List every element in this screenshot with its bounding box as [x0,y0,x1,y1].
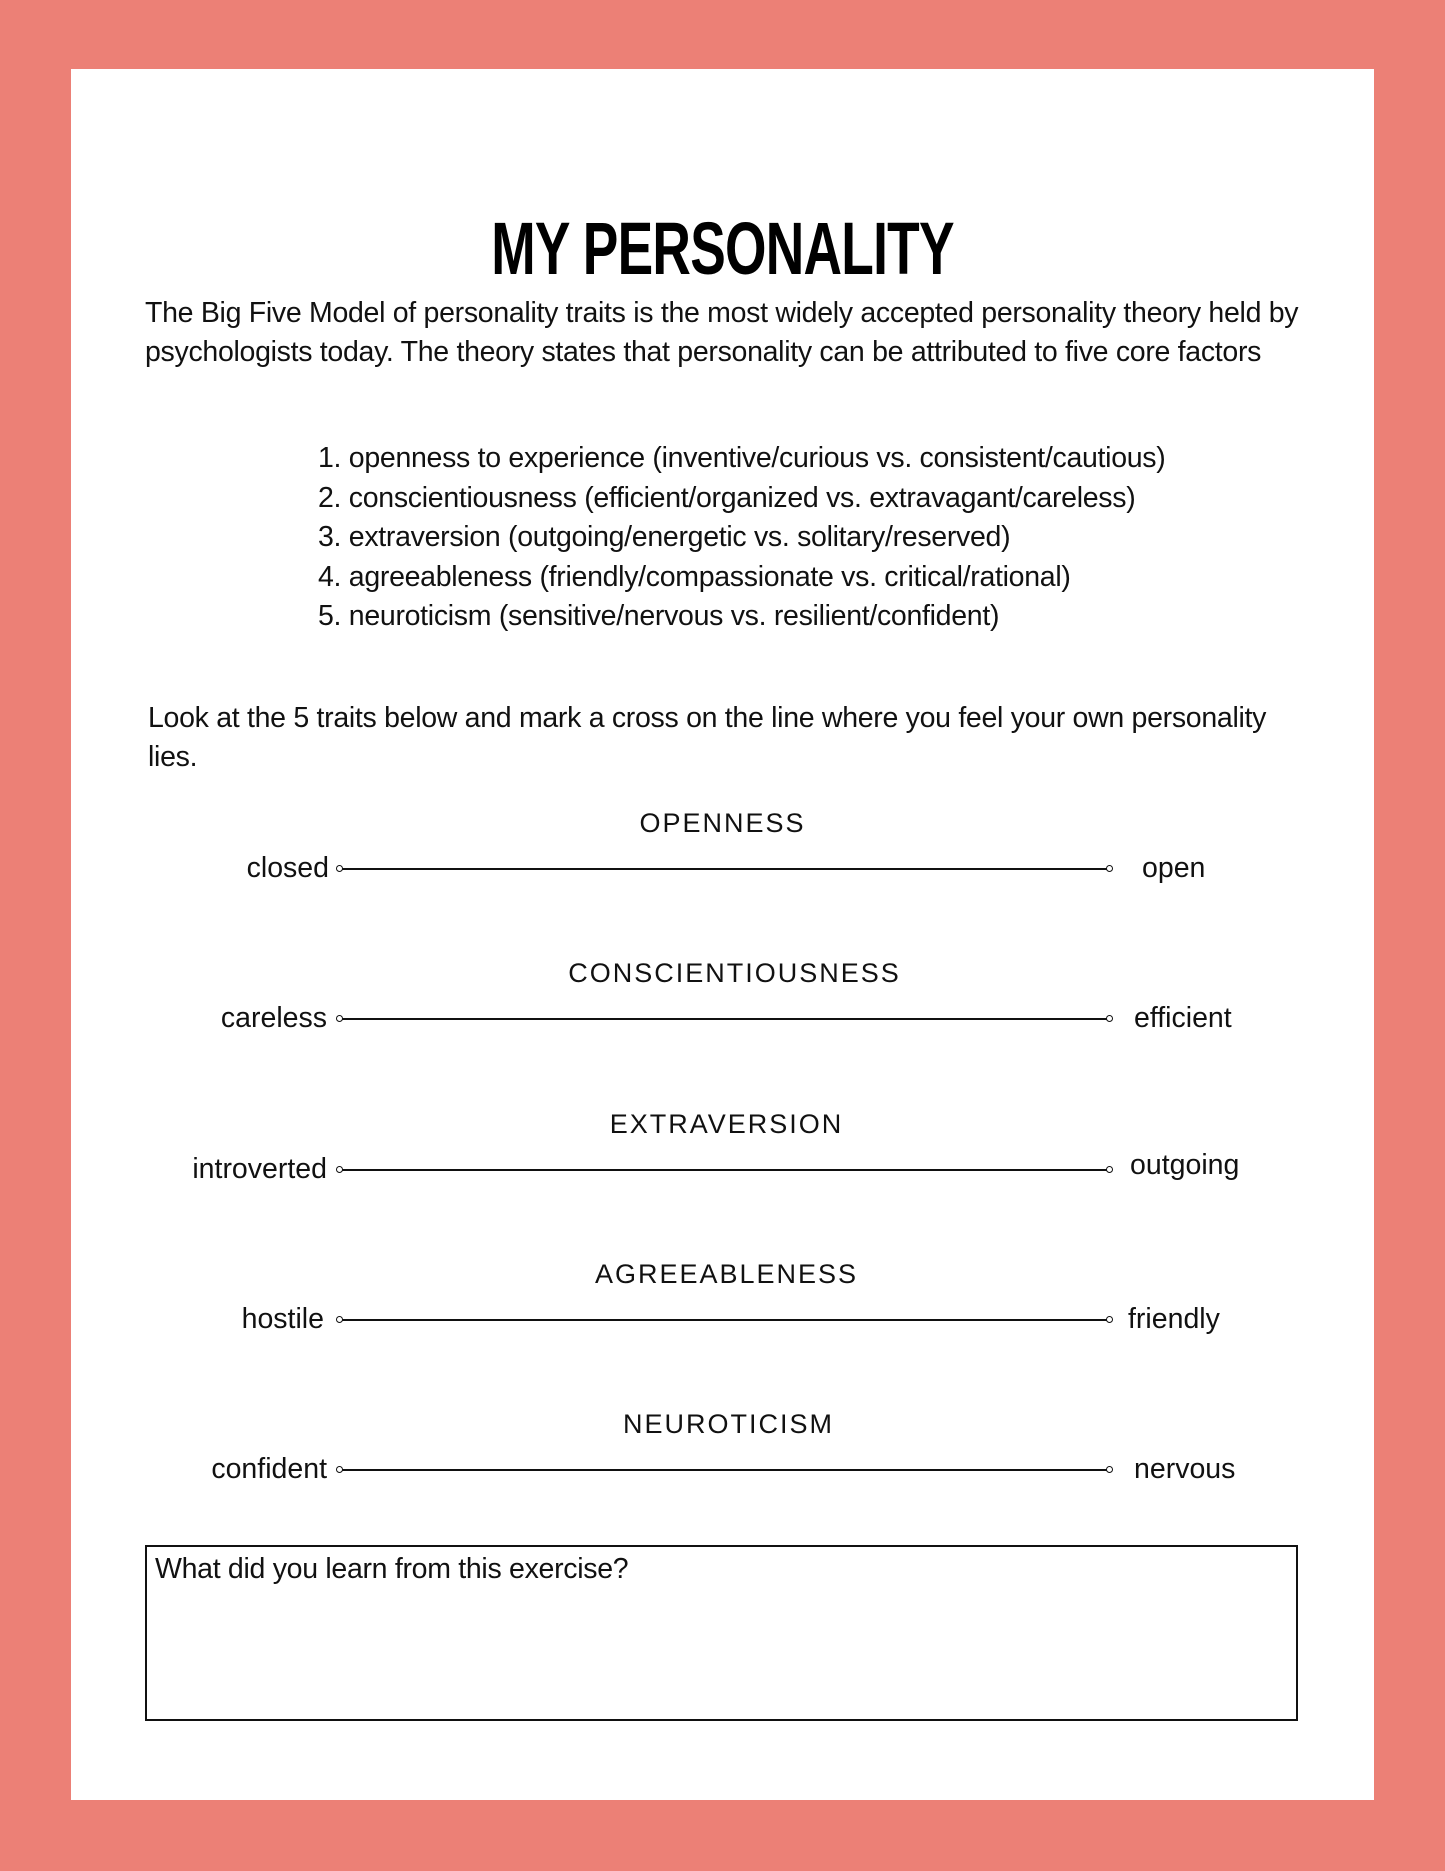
reflection-input[interactable] [155,1591,1288,1711]
reflection-answer-box[interactable] [145,1545,1298,1721]
scale-right-label: open [1142,852,1206,884]
scale-title: CONSCIENTIOUSNESS [568,958,901,988]
scale-left-label: careless [220,1002,327,1034]
scale-neuroticism [71,1408,1374,1498]
intro-paragraph: The Big Five Model of personality traits is the most widely accepted personality theory held by psychologists today. The theory states that personality can be attributed to five core factors [145,297,1299,368]
scale-end-dot-icon [1106,1466,1113,1473]
scale-line[interactable] [342,1469,1110,1471]
scale-line[interactable] [342,868,1110,870]
scale-agreeableness [71,1258,1374,1348]
worksheet-page [71,69,1374,1800]
scale-openness [71,807,1374,897]
factor-item-agreeableness: 4. agreeableness (friendly/compassionate vs. critical/rational) [318,560,1071,593]
scale-extraversion [71,1108,1374,1198]
instructions-paragraph: Look at the 5 traits below and mark a cross on the line where you feel your own personality lies. [148,702,1267,773]
scale-title: OPENNESS [639,808,806,838]
scale-left-label: closed [246,852,329,884]
scale-line[interactable] [342,1018,1110,1020]
scale-end-dot-icon [1106,1015,1113,1022]
scale-conscientiousness [71,957,1374,1047]
scale-end-dot-icon [1106,865,1113,872]
scale-end-dot-icon [1106,1166,1113,1173]
factor-item-extraversion: 3. extraversion (outgoing/energetic vs. solitary/reserved) [318,521,1011,553]
scale-line[interactable] [342,1319,1110,1321]
factors-list [318,439,1165,637]
scale-right-label: efficient [1134,1002,1232,1034]
scale-title: AGREEABLENESS [594,1259,859,1289]
scale-title: EXTRAVERSION [609,1109,844,1139]
scale-right-label: nervous [1134,1453,1236,1485]
scale-right-label: friendly [1128,1303,1220,1335]
scale-left-label: hostile [241,1303,324,1335]
scale-line[interactable] [342,1169,1110,1171]
scale-left-label: confident [211,1453,327,1485]
scale-right-label: outgoing [1130,1149,1240,1181]
scale-end-dot-icon [1106,1316,1113,1323]
factor-item-conscientiousness: 2. conscientiousness (efficient/organized vs. extravagant/careless) [318,481,1136,514]
factor-item-neuroticism: 5. neuroticism (sensitive/nervous vs. resilient/confident) [318,600,1000,632]
scale-title: NEUROTICISM [623,1409,834,1439]
page-title: MY PERSONALITY [491,207,954,290]
factor-item-openness: 1. openness to experience (inventive/curious vs. consistent/cautious) [318,442,1166,474]
scale-left-label: introverted [192,1153,327,1185]
reflection-prompt: What did you learn from this exercise? [155,1553,629,1585]
